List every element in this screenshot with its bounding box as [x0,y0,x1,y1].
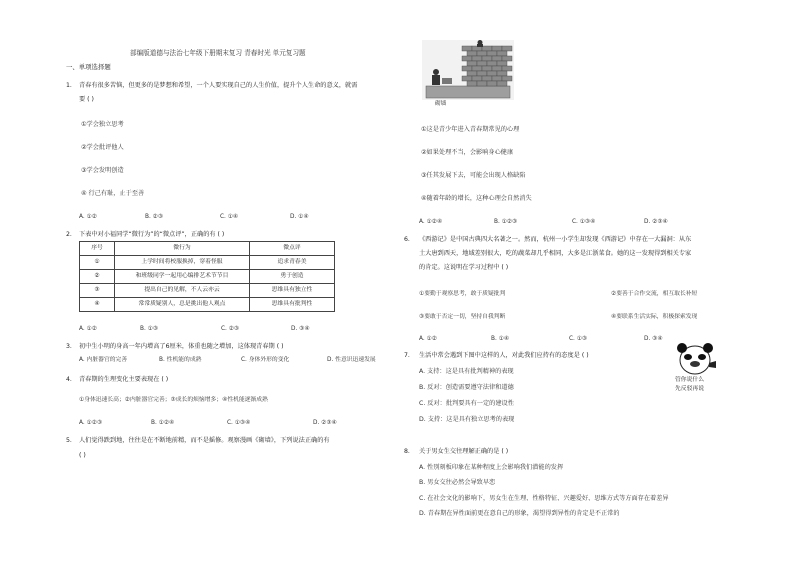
choice-a[interactable]: A. ①② [79,326,97,332]
choice-a[interactable]: A. 内脏器官的完善 [79,357,128,363]
question-5-stem-line1: 人们觉得跌到地，往往是在不断地前精，而不是摇修。观察漫画《砌墙》，下列说法正确的有 [79,437,330,444]
section-heading-single-choice: 一、单项选择题 [66,63,111,71]
question-1-choices [79,214,309,221]
question-8-option[interactable]: C. 在社会文化的影响下，男女生在生理、性格特征、兴趣爱好、思维方式等方面存在着差异 [419,495,669,502]
choice-a[interactable]: A. ①② [79,214,97,220]
cartoon-bricklaying-image [422,40,514,100]
question-6-stem-line3: 的肯定。这说明在学习过程中 ( ) [419,264,509,271]
question-1-stem-line2: 要 ( ) [79,96,94,103]
choice-c[interactable]: C. ①④ [220,214,239,220]
table-header-row [80,242,335,256]
behavior-comment-table [79,241,335,312]
meme-caption-line2: 先反驳再说 [675,386,704,392]
table-cell: 提出自己的见解，不人云亦云 [115,284,250,298]
question-8-number: 8. [404,448,410,455]
table-header-cell: 微行为 [115,242,250,256]
question-5-item: ③任其发展下去，可能会出现人格缺陷 [421,172,526,179]
table-cell: 思维具有批判性 [250,298,335,312]
question-3-choices [79,357,376,364]
table-row [80,256,335,270]
question-8-option[interactable]: B. 男女交往必然会导致早恋 [419,479,496,486]
question-5-item: ④随着年龄的增长，这种心理会自然消失 [421,195,532,202]
question-5-stem-line2: ( ) [79,452,86,459]
choice-c[interactable]: C. 身体外形的变化 [241,357,290,363]
choice-d[interactable]: D. ②③④ [313,420,337,426]
choice-b[interactable]: B. ①③ [140,326,159,332]
question-7-stem: 生活中常会遇到下图中这样的人，对此我们应持有的态度是 ( ) [419,352,589,359]
choice-b[interactable]: B. 性机能的成熟 [159,357,202,363]
question-4-items: ①身体迅速长高；②内脏器官完善；③成长的烦恼增多；④性机能逐渐成熟 [79,397,268,403]
question-6-number: 6. [404,236,410,243]
choice-c[interactable]: C. ②③ [221,326,240,332]
table-cell: 上学时间将校服换掉，穿着怪服 [115,256,250,270]
choice-d[interactable]: D. 性意识迅速发展 [327,357,376,363]
question-7-option[interactable]: D. 支持：这是具有独立思考的表现 [419,416,515,423]
table-cell: ② [80,270,115,284]
question-1-item: ②学会批评他人 [81,144,124,151]
table-header-cell: 微点评 [250,242,335,256]
question-1-item: ④ 行己有耻，止于至善 [81,190,145,197]
choice-c[interactable]: C. ①③ [569,336,588,342]
question-5-item: ①这是青少年进入青春期常见的心理 [421,126,520,133]
question-2-number: 2. [66,231,72,238]
question-4-choices [79,420,337,427]
table-row [80,284,335,298]
table-cell: ① [80,256,115,270]
question-7-number: 7. [404,352,410,359]
question-6-item: ③要敢于否定一切，坚持自我判断 [419,314,506,320]
panda-meme-image [673,341,717,377]
question-4-number: 4. [66,376,72,383]
question-6-item: ④要联系生活实际，积极探索发现 [611,314,698,320]
table-cell: ③ [80,284,115,298]
paper-title: 部编版道德与法治七年级下册期末复习 青春时光 单元复习题 [130,49,306,57]
table-cell: 常常质疑别人，总是挑出他人观点 [115,298,250,312]
table-row [80,270,335,284]
choice-b[interactable]: B. ②③ [145,214,164,220]
meme-caption-line1: 管你说什么 [675,377,704,383]
question-7-option[interactable]: B. 反对：创造需要遵守法律和道德 [419,384,514,391]
choice-b[interactable]: B. ①②③ [494,219,518,225]
choice-d[interactable]: D. ③④ [291,326,310,332]
question-1-stem-line1: 青春有很多苦恼，但更多的是梦想和希望，一个人要实现自己的人生价值，提升个人生命的意义，就需 [79,82,358,89]
question-2-stem: 下表中对小福同学“微行为”的“微点评”，正确的有 ( ) [79,231,225,238]
question-6-stem-line1: 《西游记》是中国古典四大名著之一。然而，杭州一小学生却发现《西游记》中存在一大漏洞：从东 [419,236,692,243]
choice-c[interactable]: C. ①③④ [572,219,596,225]
question-6-choices [419,336,663,343]
choice-a[interactable]: A. ①②④ [419,219,443,225]
table-header-cell: 序号 [80,242,115,256]
question-6-stem-line2: 土大唐到西天，地域差别很大，吃的蔬菜却几乎相同，大多是江浙菜食。她的这一发现得到相关专家 [419,250,692,257]
question-5-choices [419,219,668,226]
question-3-stem: 初中生小明的身高一年内增高了6厘米，体重也随之增加，这体现青春期 ( ) [79,343,284,350]
choice-d[interactable]: D. ②③④ [644,219,668,225]
question-7-option[interactable]: A. 支持：这是具有批判精神的表现 [419,368,514,375]
question-7-option[interactable]: C. 反对：批判要具有一定的建设性 [419,400,514,407]
question-8-option[interactable]: D. 青春期在异性面前更在意自己的形象，渴望得到异性的肯定是不正常的 [419,510,620,517]
choice-a[interactable]: A. ①② [419,336,437,342]
choice-b[interactable]: B. ①④ [491,336,510,342]
question-8-option[interactable]: A. 性别刻板印象在某种程度上会影响我们潜能的发挥 [419,464,564,471]
question-6-item: ①要勤于观察思考，敢于质疑批判 [419,291,506,297]
choice-d[interactable]: D. ③④ [644,336,663,342]
question-5-number: 5. [66,437,72,444]
question-2-choices [79,326,310,333]
table-cell: 追求青春美 [250,256,335,270]
choice-c[interactable]: C. ①③④ [227,420,251,426]
choice-b[interactable]: B. ①②④ [151,420,175,426]
question-6-item: ②要善于合作交流，相互取长补短 [611,291,698,297]
question-1-item: ③学会发明创造 [81,167,124,174]
question-1-item: ①学会独立思考 [81,121,124,128]
table-cell: 勇于创造 [250,270,335,284]
table-cell: 和班级同学一起用心编排艺术节节目 [115,270,250,284]
cartoon-caption: 砌墙 [435,101,447,107]
question-4-stem: 青春期的生理变化主要表现在 ( ) [79,376,169,383]
table-cell: 思维具有独立性 [250,284,335,298]
question-5-item: ②如果处理不当，会影响身心健康 [421,149,514,156]
question-3-number: 3. [66,343,72,350]
question-8-stem: 关于男女生交往理解正确的是 ( ) [419,448,509,455]
choice-a[interactable]: A. ①②③ [79,420,103,426]
choice-d[interactable]: D. ①④ [290,214,309,220]
table-row [80,298,335,312]
table-cell: ④ [80,298,115,312]
question-1-number: 1. [66,82,72,89]
